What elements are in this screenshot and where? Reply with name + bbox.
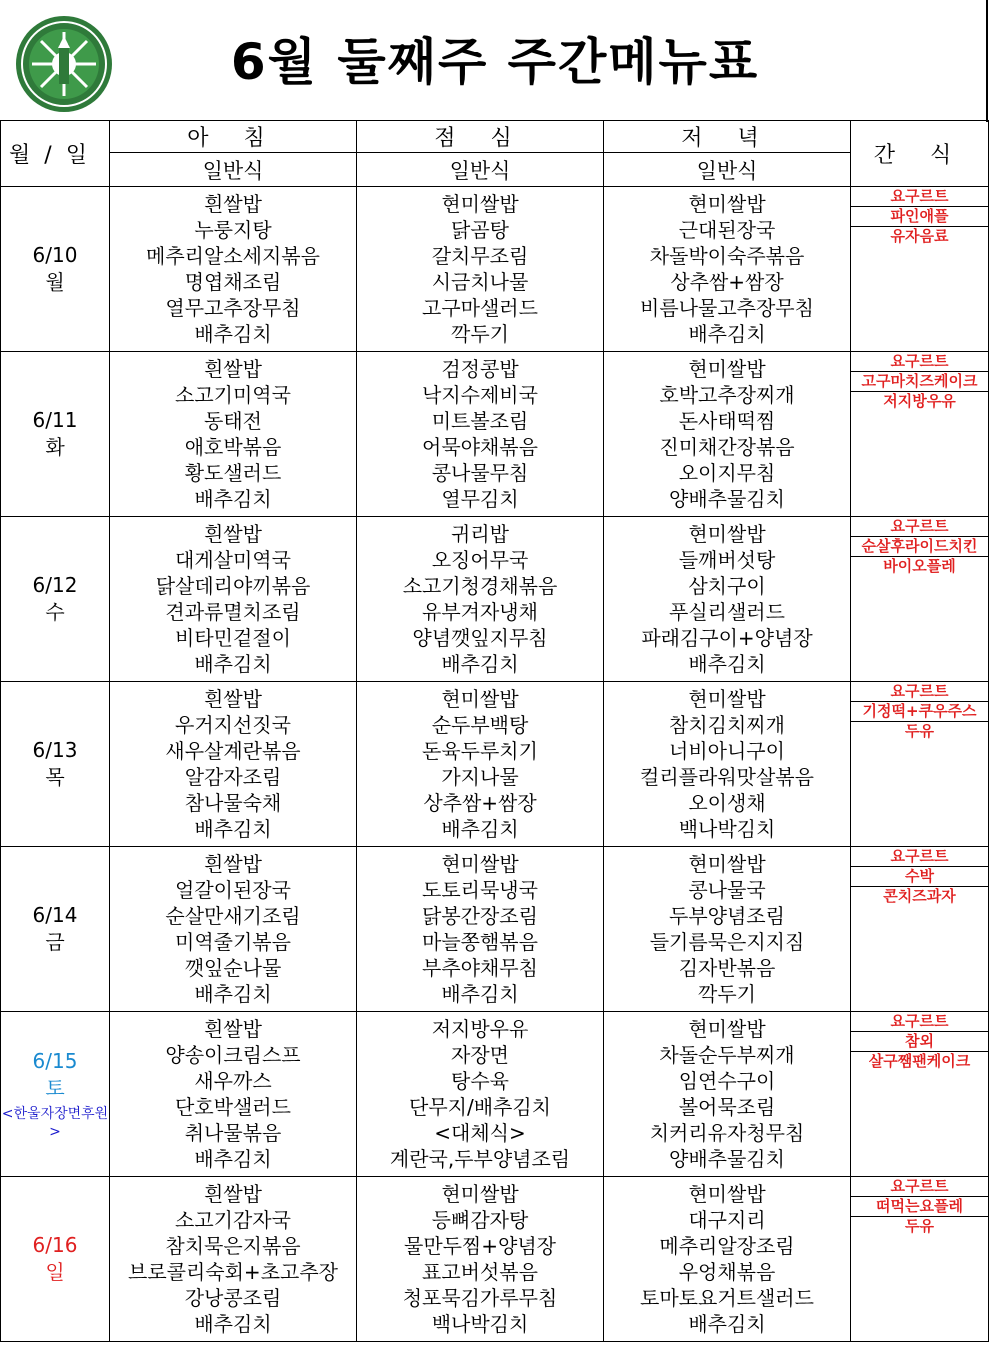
dinner-dish: 우엉채볶음 [678,1260,776,1284]
header-row-meals [1,121,989,153]
lunch-dish: 소고기청경채볶음 [402,574,558,598]
lunch-diet-type: 일반식 [357,153,604,187]
emblem-logo-icon [14,14,114,114]
breakfast-dish: 배추김치 [194,487,272,511]
dinner-dish: 현미쌀밥 [688,357,766,381]
dinner-dish: 임연수구이 [678,1069,776,1093]
lunch-cell [357,517,604,682]
lunch-dish: 상추쌈+쌈장 [423,791,537,815]
weekday-label: 금 [45,930,65,954]
dinner-dish: 두부양념조림 [669,904,785,928]
lunch-dish: 현미쌀밥 [441,1182,519,1206]
snack-item: 참외 [851,1032,988,1052]
day-row [1,352,989,517]
day-row [1,1012,989,1177]
breakfast-cell [110,682,357,847]
snack-item: 살구쨈팬케이크 [868,1052,971,1070]
dinner-dish: 볼어묵조림 [678,1095,776,1119]
dinner-dish: 비름나물고추장무침 [640,296,814,320]
breakfast-cell [110,1012,357,1177]
dinner-dish: 현미쌀밥 [688,1017,766,1041]
snack-cell [851,517,989,682]
weekday-label: 월 [45,270,65,294]
breakfast-dish: 닭살데리야끼볶음 [155,574,311,598]
breakfast-dish: 흰쌀밥 [204,522,262,546]
dinner-dish: 김자반볶음 [678,956,776,980]
dinner-dish: 호박고추장찌개 [659,383,795,407]
dinner-diet-type: 일반식 [604,153,851,187]
dinner-dish: 현미쌀밥 [688,1182,766,1206]
dinner-dish: 들기름묵은지지짐 [649,930,805,954]
dinner-dish: 깍두기 [698,982,756,1006]
breakfast-dish: 흰쌀밥 [204,687,262,711]
breakfast-dish: 흰쌀밥 [204,1182,262,1206]
dinner-dish: 백나박김치 [678,817,776,841]
snack-cell [851,1177,989,1342]
dinner-dish: 배추김치 [688,652,766,676]
lunch-dish: 마늘쫑햄볶음 [422,930,538,954]
lunch-dish: 깍두기 [451,322,509,346]
dinner-cell [604,517,851,682]
dinner-cell [604,847,851,1012]
breakfast-dish: 우거지선짓국 [175,713,291,737]
snack-item: 떠먹는요플레 [851,1197,988,1217]
weekday-label: 화 [45,435,65,459]
dinner-dish: 양배추물김치 [669,487,785,511]
lunch-dish: 탕수육 [451,1069,509,1093]
snack-item: 두유 [905,1217,934,1235]
dinner-dish: 진미채간장볶음 [659,435,795,459]
dinner-dish: 들깨버섯탕 [678,548,776,572]
lunch-dish: 순두부백탕 [431,713,529,737]
lunch-dish: 청포묵김가루무침 [402,1286,558,1310]
breakfast-dish: 참치묵은지볶음 [165,1234,301,1258]
lunch-dish: 단무지/배추김치 [409,1095,551,1119]
weekday-label: 토 [45,1075,65,1100]
dinner-dish: 푸실리샐러드 [669,600,785,624]
breakfast-dish: 취나물볶음 [184,1121,282,1145]
breakfast-dish: 배추김치 [194,1312,272,1336]
dinner-dish: 콩나물국 [688,878,766,902]
dinner-cell [604,352,851,517]
date-label: 6/10 [32,243,78,267]
lunch-dish: 닭곰탕 [451,218,509,242]
lunch-dish: 돈육두루치기 [422,739,538,763]
lunch-dish: 도토리묵냉국 [422,878,538,902]
breakfast-dish: 양송이크림스프 [165,1043,301,1067]
dinner-cell [604,1177,851,1342]
dinner-dish: 차돌순두부찌개 [659,1043,795,1067]
snack-item: 요구르트 [851,187,988,207]
breakfast-dish: 흰쌀밥 [204,852,262,876]
breakfast-cell [110,187,357,352]
breakfast-dish: 배추김치 [194,1147,272,1171]
breakfast-header: 아 침 [110,121,357,153]
snack-list [851,1177,988,1236]
date-cell [1,682,110,847]
menu-body [1,187,989,1342]
lunch-cell [357,1177,604,1342]
snack-cell [851,1012,989,1177]
breakfast-cell [110,1177,357,1342]
breakfast-dish: 대게살미역국 [175,548,291,572]
lunch-dish: 물만두찜+양념장 [404,1234,556,1258]
dinner-dish: 오이생채 [688,791,766,815]
snack-list [851,352,988,411]
dinner-dish: 배추김치 [688,1312,766,1336]
frame-border [986,0,988,122]
lunch-dish: 백나박김치 [431,1312,529,1336]
lunch-dish: 귀리밥 [451,522,509,546]
breakfast-dish: 배추김치 [194,652,272,676]
snack-item: 고구마치즈케이크 [851,372,988,392]
snack-item: 수박 [851,867,988,887]
lunch-dish: 현미쌀밥 [441,192,519,216]
date-label: 6/14 [32,903,78,927]
breakfast-dish: 누룽지탕 [194,218,272,242]
lunch-cell [357,682,604,847]
breakfast-dish: 얼갈이된장국 [175,878,291,902]
dinner-dish: 오이지무침 [678,461,776,485]
date-label: 6/13 [32,738,78,762]
lunch-dish: 고구마샐러드 [422,296,538,320]
lunch-cell [357,847,604,1012]
breakfast-dish: 강낭콩조림 [184,1286,282,1310]
header-row-diet [1,153,989,187]
dinner-dish: 파래김구이+양념장 [641,626,813,650]
breakfast-dish: 새우까스 [194,1069,272,1093]
lunch-cell [357,1012,604,1177]
snack-cell [851,847,989,1012]
breakfast-dish: 새우살계란볶음 [165,739,301,763]
dinner-dish: 현미쌀밥 [688,522,766,546]
date-cell [1,847,110,1012]
snack-item: 요구르트 [851,682,988,702]
snack-item: 두유 [905,722,934,740]
date-note: <한울자장면후원> [1,1105,109,1140]
lunch-dish: 가지나물 [441,765,519,789]
snack-list [851,847,988,906]
snack-item: 요구르트 [851,352,988,372]
breakfast-dish: 브로콜리숙회+초고추장 [128,1260,338,1284]
lunch-dish: 유부겨자냉채 [422,600,538,624]
snack-item: 유자음료 [890,227,949,245]
breakfast-dish: 배추김치 [194,817,272,841]
breakfast-cell [110,517,357,682]
lunch-dish: 미트볼조림 [431,409,529,433]
breakfast-dish: 알감자조림 [184,765,282,789]
day-row [1,517,989,682]
lunch-dish: 현미쌀밥 [441,687,519,711]
breakfast-dish: 순살만새기조림 [165,904,301,928]
breakfast-dish: 흰쌀밥 [204,357,262,381]
lunch-dish: 표고버섯볶음 [422,1260,538,1284]
breakfast-dish: 소고기감자국 [175,1208,291,1232]
dinner-dish: 현미쌀밥 [688,852,766,876]
day-row [1,1177,989,1342]
lunch-dish: 배추김치 [441,982,519,1006]
breakfast-dish: 비타민겉절이 [175,626,291,650]
dinner-dish: 삼치구이 [688,574,766,598]
breakfast-dish: 배추김치 [194,322,272,346]
snack-item: 요구르트 [851,517,988,537]
snack-header: 간 식 [851,121,989,187]
weekday-label: 수 [45,600,65,624]
breakfast-dish: 소고기미역국 [175,383,291,407]
date-cell [1,352,110,517]
dinner-dish: 상추쌈+쌈장 [670,270,784,294]
dinner-dish: 차돌박이숙주볶음 [649,244,805,268]
page-title: 6월 둘째주 주간메뉴표 [230,33,760,91]
dinner-dish: 현미쌀밥 [688,192,766,216]
lunch-dish: 검정콩밥 [441,357,519,381]
lunch-dish: <대체식> [434,1121,526,1145]
dinner-dish: 근대된장국 [678,218,776,242]
day-row [1,847,989,1012]
breakfast-dish: 황도샐러드 [184,461,282,485]
breakfast-dish: 견과류멸치조림 [165,600,301,624]
date-label: 6/16 [32,1233,78,1257]
lunch-cell [357,187,604,352]
breakfast-dish: 흰쌀밥 [204,192,262,216]
date-label: 6/11 [32,408,78,432]
dinner-cell [604,1012,851,1177]
dinner-header: 저 녁 [604,121,851,153]
dinner-dish: 배추김치 [688,322,766,346]
snack-item: 저지방우유 [883,392,956,410]
dinner-dish: 참치김치찌개 [669,713,785,737]
dinner-dish: 돈사태떡찜 [678,409,776,433]
snack-item: 요구르트 [851,1177,988,1197]
lunch-dish: 양념깻잎지무침 [412,626,548,650]
snack-item: 기정떡+쿠우주스 [851,702,988,722]
snack-item: 요구르트 [851,1012,988,1032]
breakfast-dish: 흰쌀밥 [204,1017,262,1041]
lunch-dish: 콩나물무침 [431,461,529,485]
lunch-dish: 어묵야채볶음 [422,435,538,459]
snack-list [851,1012,988,1071]
snack-cell [851,682,989,847]
lunch-dish: 자장면 [451,1043,509,1067]
dinner-dish: 대구지리 [688,1208,766,1232]
snack-list [851,187,988,246]
dinner-dish: 현미쌀밥 [688,687,766,711]
weekly-menu-table [0,120,989,1342]
date-column-header: 월/일 [1,121,110,187]
breakfast-dish: 메추리알소세지볶음 [146,244,320,268]
lunch-dish: 낙지수제비국 [422,383,538,407]
snack-list [851,517,988,576]
snack-cell [851,187,989,352]
lunch-dish: 계란국,두부양념조림 [389,1147,571,1171]
lunch-dish: 배추김치 [441,817,519,841]
breakfast-diet-type: 일반식 [110,153,357,187]
day-row [1,187,989,352]
lunch-dish: 갈치무조림 [431,244,529,268]
dinner-dish: 치커리유자청무침 [649,1121,805,1145]
breakfast-dish: 참나물숙채 [184,791,282,815]
date-cell [1,517,110,682]
breakfast-dish: 동태전 [204,409,262,433]
lunch-dish: 열무김치 [441,487,519,511]
lunch-dish: 닭봉간장조림 [422,904,538,928]
dinner-dish: 컬리플라워맛살볶음 [640,765,814,789]
dinner-dish: 메추리알장조림 [659,1234,795,1258]
dinner-dish: 토마토요거트샐러드 [640,1286,814,1310]
date-cell [1,1177,110,1342]
breakfast-dish: 명엽채조림 [184,270,282,294]
snack-item: 바이오플레 [883,557,956,575]
breakfast-dish: 단호박샐러드 [175,1095,291,1119]
breakfast-dish: 애호박볶음 [184,435,282,459]
breakfast-dish: 열무고추장무침 [165,296,301,320]
dinner-dish: 양배추물김치 [669,1147,785,1171]
lunch-dish: 부추야채무침 [422,956,538,980]
lunch-dish: 등뼈감자탕 [431,1208,529,1232]
snack-list [851,682,988,741]
weekday-label: 일 [45,1260,65,1284]
snack-cell [851,352,989,517]
date-cell [1,187,110,352]
lunch-dish: 현미쌀밥 [441,852,519,876]
lunch-dish: 배추김치 [441,652,519,676]
weekday-label: 목 [45,765,65,789]
dinner-dish: 너비아니구이 [669,739,785,763]
dinner-cell [604,682,851,847]
lunch-dish: 오징어무국 [431,548,529,572]
breakfast-dish: 배추김치 [194,982,272,1006]
dinner-cell [604,187,851,352]
date-cell [1,1012,110,1177]
day-row [1,682,989,847]
snack-item: 요구르트 [851,847,988,867]
date-label: 6/12 [32,573,78,597]
lunch-header: 점 심 [357,121,604,153]
date-label: 6/15 [32,1048,78,1073]
lunch-dish: 저지방우유 [431,1017,529,1041]
snack-item: 파인애플 [851,207,988,227]
lunch-cell [357,352,604,517]
snack-item: 콘치즈과자 [883,887,956,905]
breakfast-dish: 깻잎순나물 [184,956,282,980]
snack-item: 순살후라이드치킨 [851,537,988,557]
breakfast-cell [110,847,357,1012]
breakfast-cell [110,352,357,517]
lunch-dish: 시금치나물 [431,270,529,294]
breakfast-dish: 미역줄기볶음 [175,930,291,954]
